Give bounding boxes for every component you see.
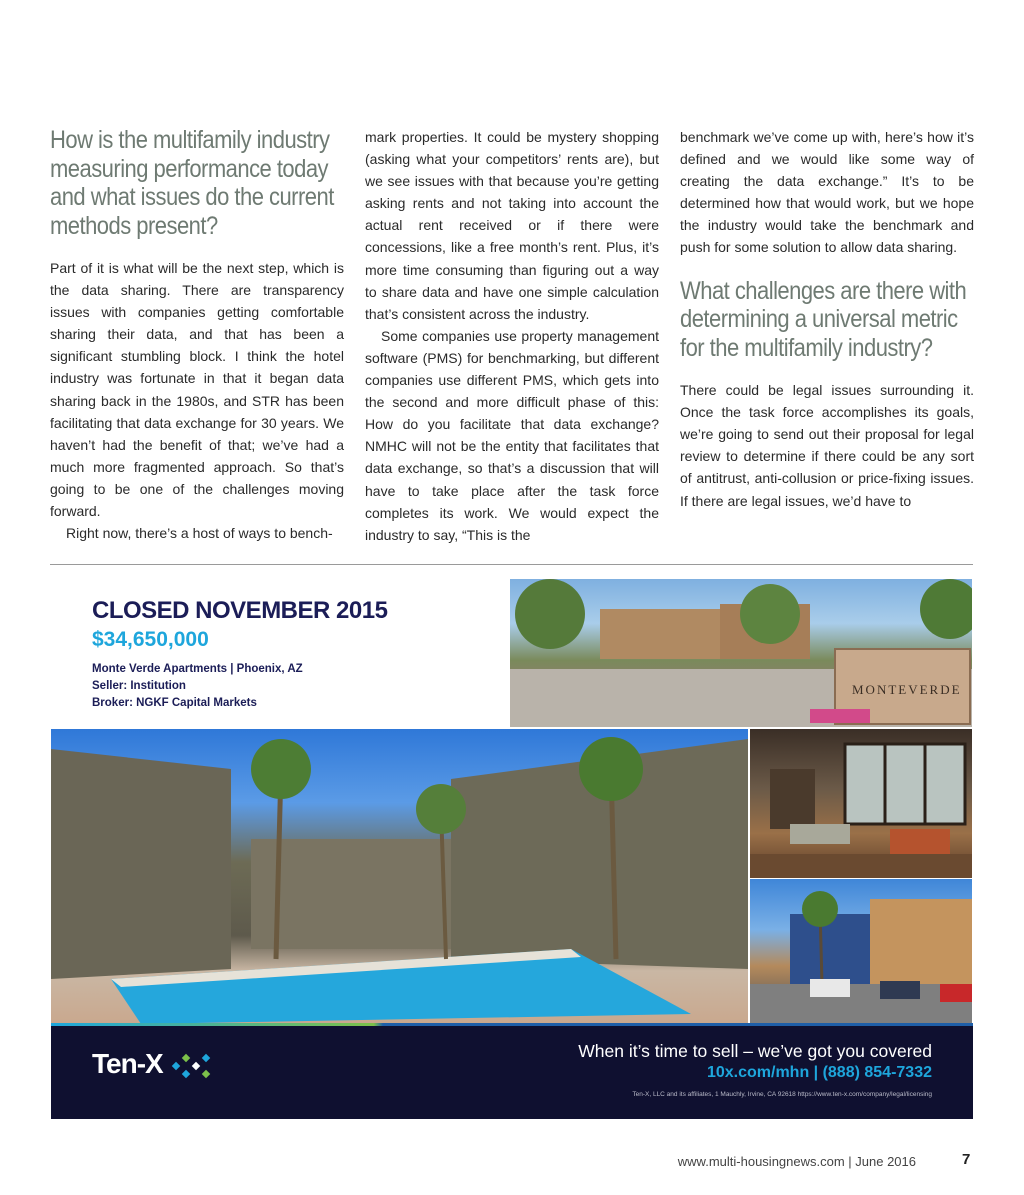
building-exterior-photo — [750, 879, 972, 1024]
page-number: 7 — [962, 1151, 971, 1168]
ad-title: CLOSED NOVEMBER 2015 — [92, 597, 388, 624]
monteverde-sign: MONTEVERDE — [852, 682, 962, 697]
ad-broker: Broker: NGKF Capital Markets — [92, 697, 257, 709]
clubhouse-interior-photo — [750, 729, 972, 878]
paragraph: There could be legal issues surrounding it. Once the task force accomplishes its goals, we’re going to send out their proposal for legal review to determine if there could be any sort of antitrust, anti-collusion or price-fixing issues. If there are legal issues, we’d have to — [680, 382, 974, 509]
paragraph: benchmark we’ve come up with, here’s how it’s defined and we would like some way of creating the data exchange.” It’s to be determined how that would work, but we hope the industry would take the benchmark and push for some solution to allow data sharing. — [680, 129, 974, 256]
section-heading-1: How is the multifamily industry measuring performance today and what issues do the current methods present? — [50, 126, 334, 240]
ad-accent-line — [51, 1023, 973, 1026]
section-heading-2: What challenges are there with determining a universal metric for the multifamily industry? — [680, 276, 967, 362]
ad-property: Monte Verde Apartments | Phoenix, AZ — [92, 663, 303, 675]
paragraph: mark properties. It could be mystery shopping (asking what your competitors’ rents are), but we see issues with that because you’re getting asking rents and not taking into account the actual rent received or if there were concessions, like a free month’s rent. Plus, it’s more time consuming than figuring out a way to share data and have one simple calculation that’s consistent across the industry. — [365, 129, 659, 322]
article-column-1 — [50, 126, 344, 544]
article-column-3 — [680, 126, 974, 512]
paragraph: Part of it is what will be the next step, which is the data sharing. There are transparency issues with companies getting comfortable sharing their data, and that has been a significant stumbling block. I think the hotel industry was fortunate in that it began data sharing back in the 1980s, and STR has been facilitating that data exchange for 30 years. We haven’t had the benefit of that; we’ve had a much more fragmented approach. So that’s going to be one of the challenges moving forward. — [50, 260, 344, 520]
pool-courtyard-photo — [51, 729, 748, 1024]
divider-rule — [50, 564, 973, 565]
entrance-sign-photo — [510, 579, 972, 727]
article-column-2 — [365, 126, 659, 546]
ad-tagline: When it’s time to sell – we’ve got you covered — [578, 1041, 932, 1061]
ten-x-advertisement — [51, 578, 973, 1119]
ad-seller: Seller: Institution — [92, 680, 186, 692]
ten-x-diamond-icon — [169, 1051, 215, 1081]
paragraph: Some companies use property management software (PMS) for benchmarking, but different companies use different PMS, which gets into the second and more difficult phase of this: How do you facilitate that data exchange? NMHC will not be the entity that facilitates that data exchange, so that’s a discussion that will have to take place after the task force completes its work. We would expect the industry to say, “This is the — [365, 327, 659, 543]
ad-contact-link[interactable]: 10x.com/mhn | (888) 854-7332 — [706, 1064, 932, 1081]
ad-price: $34,650,000 — [92, 628, 209, 651]
paragraph: Right now, there’s a host of ways to bench- — [66, 525, 333, 542]
ten-x-logo: Ten-X — [92, 1048, 215, 1081]
ad-legal-text: Ten-X, LLC and its affiliates, 1 Mauchly, Irvine, CA 92618 https://www.ten-x.com/company/legal/licensing — [632, 1091, 932, 1098]
page-footer: www.multi-housingnews.com | June 2016 — [677, 1154, 916, 1169]
